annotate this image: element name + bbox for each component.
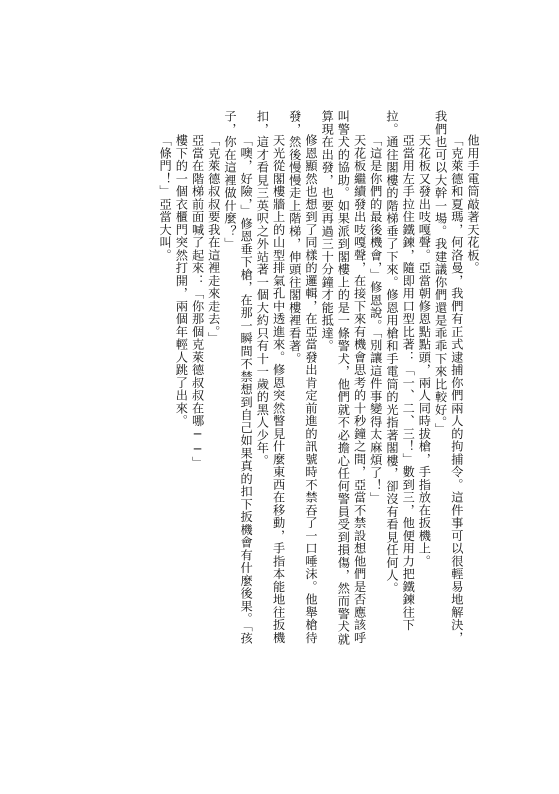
paragraph: 亞當在階梯前面喊了起來：「你那個克萊德叔叔在哪──」 <box>190 134 205 470</box>
paragraph: 亞當用左手拉住鐵鍊，隨即用口型比著：「一、二、三！」數到三，他便用力把鐵鍊往下拉。通往閣樓的階梯垂了下來。修恩用槍和手電筒的光指著閣樓，卻沒有看見任何人。 <box>384 110 416 632</box>
paragraph: 「條門！」亞當大叫。 <box>158 134 173 262</box>
paragraph: 「這是你們的最後機會，」修恩說。「別讓這件事變得太麻煩了！」 <box>368 134 383 505</box>
paragraph: 天花板又發出吱嘎聲。亞當朝修恩點點頭，兩人同時拔槍，手指放在扳機上。 <box>417 134 432 568</box>
paragraph: 天花板繼續發出吱嘎聲，在接下來有機會思考的十秒鐘之間，亞當不禁設想他們是否應該呼叫警犬的協助。如果派到閣樓上的是一條警犬，他們就不必擔心任何警員受到損傷，然而警犬就算現在出發，也要再過三十分鐘才能抵達。 <box>320 110 367 646</box>
paragraph: 天光從閣樓牆上的山型排氣孔中透進來。修恩突然瞥見什麼東西在移動，手指本能地往扳機扣，這才看見三英呎之外站著一個大約只有十一歲的黑人少年。 <box>255 110 286 645</box>
paragraph: 「噢，好險，」修恩垂下槍，在那一瞬間不禁想到自己如果真的扣下扳機會有什麼後果。「孩子，你在這裡做什麼？」 <box>222 110 254 645</box>
paragraph: 「克萊德和夏瑪，何洛曼，我們有正式逮捕你們兩人的拘捕令。這件事可以很輕易地解決，我們也可以大幹一場。我建議你們還是乖乖下來比較好。」 <box>433 110 464 645</box>
paragraph: 樓下的一個衣櫃門突然打開，兩個年輕人跳了出來。 <box>174 134 189 428</box>
paragraph: 「克萊德叔叔要我在這裡走來走去。」 <box>206 134 221 346</box>
paragraph: 修恩顯然也想到了同樣的邏輯，在亞當發出肯定前進的訊號時不禁吞了一口唾沫。他舉槍待發，然後慢慢走上階梯，伸頭往閣樓裡看著。 <box>287 110 318 645</box>
paragraph: 他用手電筒敲著天花板。 <box>466 134 480 275</box>
body-text <box>84 110 481 650</box>
